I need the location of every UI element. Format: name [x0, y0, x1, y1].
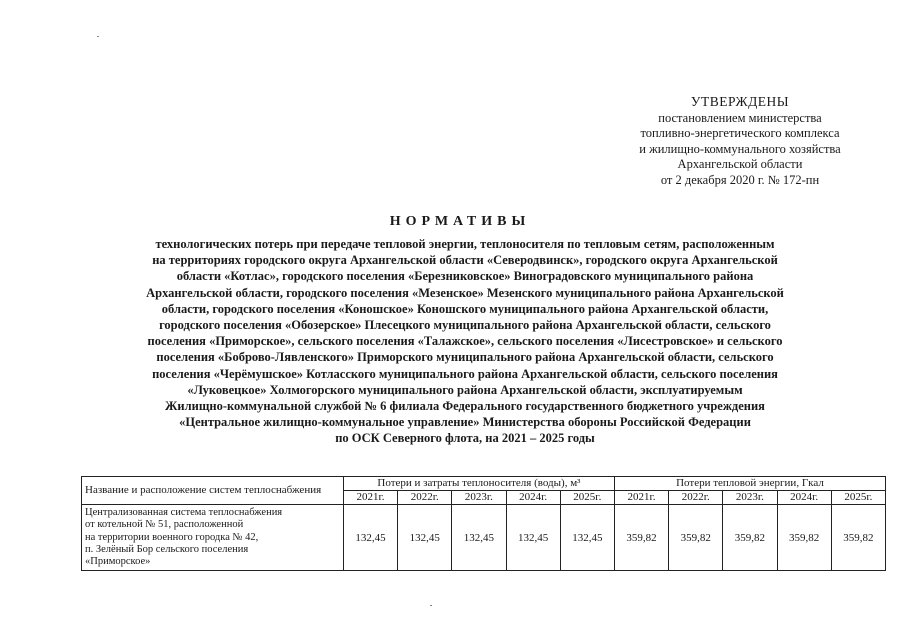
subtitle-line: Архангельской области, городского поселения «Мезенское» Мезенского муниципального района Архангельской: [146, 285, 784, 300]
water-loss-cell: 132,45: [452, 505, 506, 571]
scan-speck: [430, 605, 432, 606]
year-header: 2024г.: [506, 491, 560, 505]
subtitle-line: Жилищно-коммунальной службой № 6 филиала Федерального государственного бюджетного учреждения: [165, 399, 765, 414]
subtitle-line: городского поселения «Обозерское» Плесецкого муниципального района Архангельской области, сельского: [159, 318, 771, 333]
approval-line: постановлением министерства: [658, 110, 822, 125]
year-header: 2022г.: [398, 491, 452, 505]
subtitle-line: поселения «Приморское», сельского поселения «Талажское», сельского поселения «Лисестровское» и сельского: [147, 334, 783, 349]
subtitle-line: на территориях городского округа Архангельской области «Северодвинск», городского округа Архангельской: [152, 253, 778, 268]
subtitle-line: «Луковецкое» Холмогорского муниципального района Архангельской области, эксплуатируемым: [187, 382, 743, 397]
subtitle-line: технологических потерь при передаче тепловой энергии, теплоносителя по тепловым сетям, расположенным: [155, 237, 775, 251]
water-loss-cell: 132,45: [560, 505, 614, 571]
heat-loss-cell: 359,82: [777, 505, 831, 571]
system-name-line: от котельной № 51, расположенной: [85, 519, 244, 531]
subtitle-line: по ОСК Северного флота, на 2021 – 2025 годы: [335, 431, 595, 446]
column-header-name: Название и расположение систем теплоснабжения: [82, 477, 344, 505]
column-group-water: Потери и затраты теплоносителя (воды), м³: [343, 477, 614, 491]
heat-loss-cell: 359,82: [614, 505, 668, 571]
system-name-line: на территории военного городка № 42,: [85, 531, 259, 543]
approval-line: от 2 декабря 2020 г. № 172-пн: [660, 172, 820, 187]
year-header: 2025г.: [831, 491, 885, 505]
subtitle-line: области, городского поселения «Коношское» Коношского муниципального района Архангельской области,: [161, 301, 769, 316]
column-group-heat: Потери тепловой энергии, Гкал: [614, 477, 885, 491]
heat-loss-cell: 359,82: [723, 505, 777, 571]
scan-speck: [97, 36, 99, 37]
subtitle-line: «Центральное жилищно-коммунальное управление» Министерства обороны Российской Федерации: [179, 415, 751, 430]
system-name-line: «Приморское»: [85, 556, 151, 568]
approval-block: [595, 94, 885, 189]
year-header: 2023г.: [723, 491, 777, 505]
approval-line: топливно-энергетического комплекса: [640, 126, 840, 141]
table-header-row: [82, 477, 886, 491]
table-row: [82, 505, 886, 571]
subtitle-line: области «Котлас», городского поселения «Березниковское» Виноградовского муниципального района: [176, 269, 754, 284]
year-header: 2025г.: [560, 491, 614, 505]
year-header: 2021г.: [614, 491, 668, 505]
system-name-cell: [82, 505, 344, 571]
approval-line: и жилищно-коммунального хозяйства: [639, 141, 841, 156]
system-name-line: п. Зелёный Бор сельского поселения: [85, 543, 249, 555]
year-header: 2022г.: [669, 491, 723, 505]
system-name-line: Централизованная система теплоснабжения: [85, 507, 283, 518]
year-header: 2023г.: [452, 491, 506, 505]
norms-table: [81, 476, 886, 571]
subtitle-line: поселения «Черёмушское» Котласского муниципального района Архангельской области, сельского поселения: [152, 366, 778, 381]
water-loss-cell: 132,45: [506, 505, 560, 571]
year-header: 2021г.: [343, 491, 397, 505]
approval-line: Архангельской области: [677, 157, 803, 172]
document-title: НОРМАТИВЫ: [389, 214, 531, 229]
subtitle-line: поселения «Боброво-Лявленского» Приморского муниципального района Архангельской области, сельского: [156, 350, 774, 365]
year-header: 2024г.: [777, 491, 831, 505]
heat-loss-cell: 359,82: [831, 505, 885, 571]
document-subtitle: [60, 236, 870, 447]
water-loss-cell: 132,45: [343, 505, 397, 571]
water-loss-cell: 132,45: [398, 505, 452, 571]
heat-loss-cell: 359,82: [669, 505, 723, 571]
approval-heading: УТВЕРЖДЕНЫ: [690, 94, 790, 109]
